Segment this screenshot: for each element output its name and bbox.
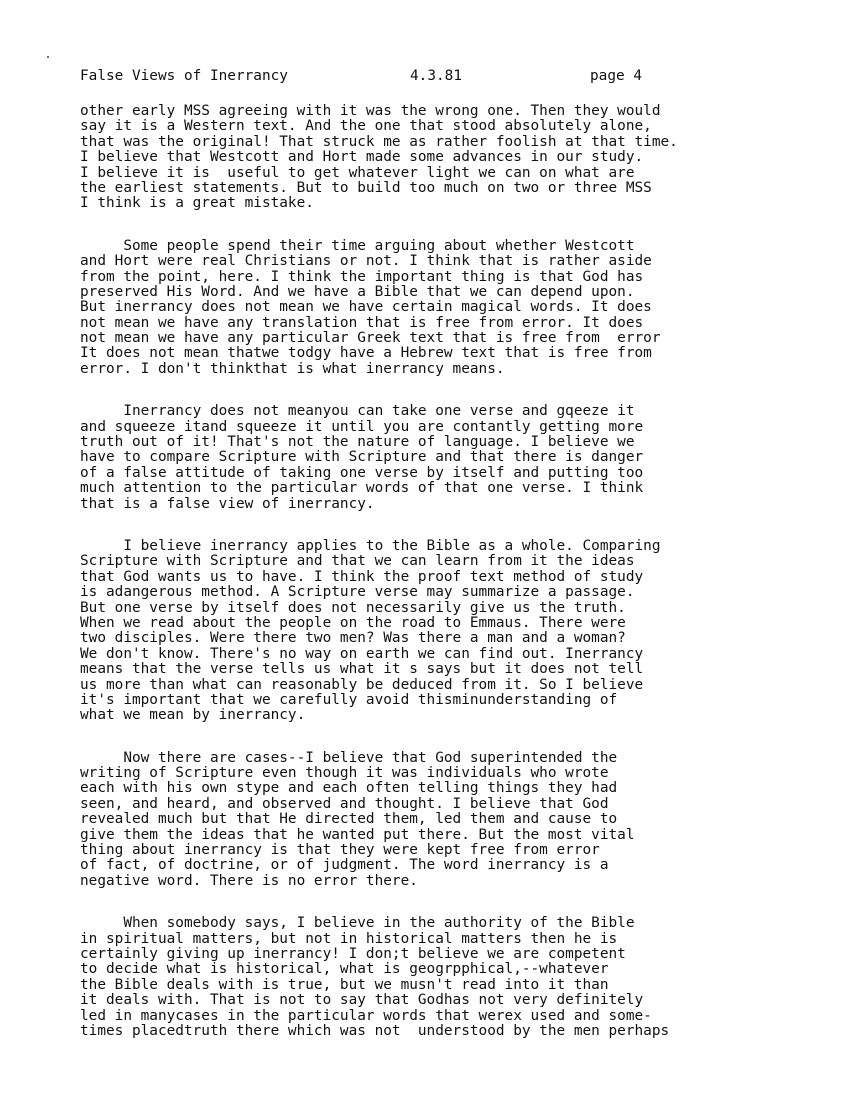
paragraph (80, 539, 800, 724)
text-line: truth out of it! That's not the nature of language. I believe we (80, 434, 635, 451)
text-line: led in manycases in the particular words that werex used and some- (80, 1007, 652, 1024)
text-line: other early MSS agreeing with it was the wrong one. Then they would (80, 103, 661, 119)
text-line: I believe it is useful to get whatever light we can on what are (80, 164, 635, 181)
header-date: 4.3.81 (410, 68, 462, 84)
text-line: thing about inerrancy is that they were kept free from error (80, 842, 600, 859)
document-body (80, 104, 800, 1066)
paragraph (80, 104, 800, 212)
text-line: of a false attitude of taking one verse by itself and putting too (80, 464, 644, 481)
text-line: not mean we have any translation that is free from error. It does (80, 314, 644, 331)
text-line: give them the ideas that he wanted put there. But the most vital (80, 826, 635, 843)
text-line: certainly giving up inerrancy! I don;t believe we are competent (80, 945, 626, 962)
page-header (80, 66, 780, 86)
text-line: and Hort were real Christians or not. I think that is rather aside (80, 253, 652, 270)
text-line: in spiritual matters, but not in historical matters then he is (80, 930, 618, 947)
text-line: I believe that Westcott and Hort made some advances in our study. (80, 149, 644, 166)
text-line: to decide what is historical, what is geogrpphical,--whatever (80, 961, 609, 978)
text-line: writing of Scripture even though it was individuals who wrote (80, 765, 609, 782)
text-line: say it is a Western text. And the one that stood absolutely alone, (80, 118, 652, 135)
text-line: We don't know. There's no way on earth we can find out. Inerrancy (80, 645, 644, 662)
text-line: But inerrancy does not mean we have certain magical words. It does (80, 299, 652, 316)
text-line: it's important that we carefully avoid thisminunderstanding of (80, 691, 618, 708)
text-line: Inerrancy does not meanyou can take one verse and gqeeze it (80, 403, 635, 420)
paragraph (80, 916, 800, 1039)
text-line: the earliest statements. But to build too much on two or three MSS (80, 179, 652, 196)
text-line: preserved His Word. And we have a Bible that we can depend upon. (80, 283, 635, 300)
text-line: that is a false view of inerrancy. (80, 495, 375, 512)
text-line: Now there are cases--I believe that God superintended the (80, 749, 618, 766)
text-line: I believe inerrancy applies to the Bible as a whole. Comparing (80, 537, 661, 554)
text-line: that God wants us to have. I think the proof text method of study (80, 568, 644, 585)
text-line: us more than what can reasonably be deduced from it. So I believe (80, 676, 644, 693)
paragraph (80, 751, 800, 890)
text-line: When we read about the people on the road to Emmaus. There were (80, 614, 626, 631)
text-line: error. I don't thinkthat is what inerrancy means. (80, 360, 505, 377)
text-line: When somebody says, I believe in the authority of the Bible (80, 915, 635, 932)
paragraph (80, 404, 800, 512)
text-line: and squeeze itand squeeze it until you are contantly getting more (80, 418, 644, 435)
header-title: False Views of Inerrancy (80, 68, 288, 84)
text-line: from the point, here. I think the important thing is that God has (80, 268, 644, 285)
paragraph (80, 239, 800, 378)
text-line: I think is a great mistake. (80, 195, 314, 212)
text-line: means that the verse tells us what it s says but it does not tell (80, 661, 644, 678)
text-line: two disciples. Were there two men? Was there a man and a woman? (80, 630, 626, 647)
text-line: it deals with. That is not to say that Godhas not very definitely (80, 992, 644, 1009)
text-line: Some people spend their time arguing about whether Westcott (80, 237, 635, 254)
text-line: But one verse by itself does not necessarily give us the truth. (80, 599, 626, 616)
text-line: what we mean by inerrancy. (80, 707, 306, 724)
text-line: not mean we have any particular Greek text that is free from error (80, 330, 661, 347)
text-line: the Bible deals with is true, but we musn't read into it than (80, 976, 609, 993)
text-line: Scripture with Scripture and that we can learn from it the ideas (80, 553, 635, 570)
text-line: negative word. There is no error there. (80, 872, 418, 889)
text-line: each with his own stype and each often telling things they had (80, 780, 618, 797)
text-line: is adangerous method. A Scripture verse may summarize a passage. (80, 584, 635, 601)
text-line: of fact, of doctrine, or of judgment. The word inerrancy is a (80, 857, 609, 874)
header-page-number: page 4 (590, 68, 642, 84)
page-speck (47, 56, 49, 58)
text-line: have to compare Scripture with Scripture and that there is danger (80, 449, 644, 466)
text-line: seen, and heard, and observed and thought. I believe that God (80, 795, 609, 812)
text-line: revealed much but that He directed them, led them and cause to (80, 811, 618, 828)
text-line: It does not mean thatwe todgy have a Hebrew text that is free from (80, 345, 652, 362)
text-line: much attention to the particular words of that one verse. I think (80, 480, 644, 497)
text-line: times placedtruth there which was not understood by the men perhaps (80, 1022, 670, 1039)
text-line: that was the original! That struck me as rather foolish at that time. (80, 133, 678, 150)
